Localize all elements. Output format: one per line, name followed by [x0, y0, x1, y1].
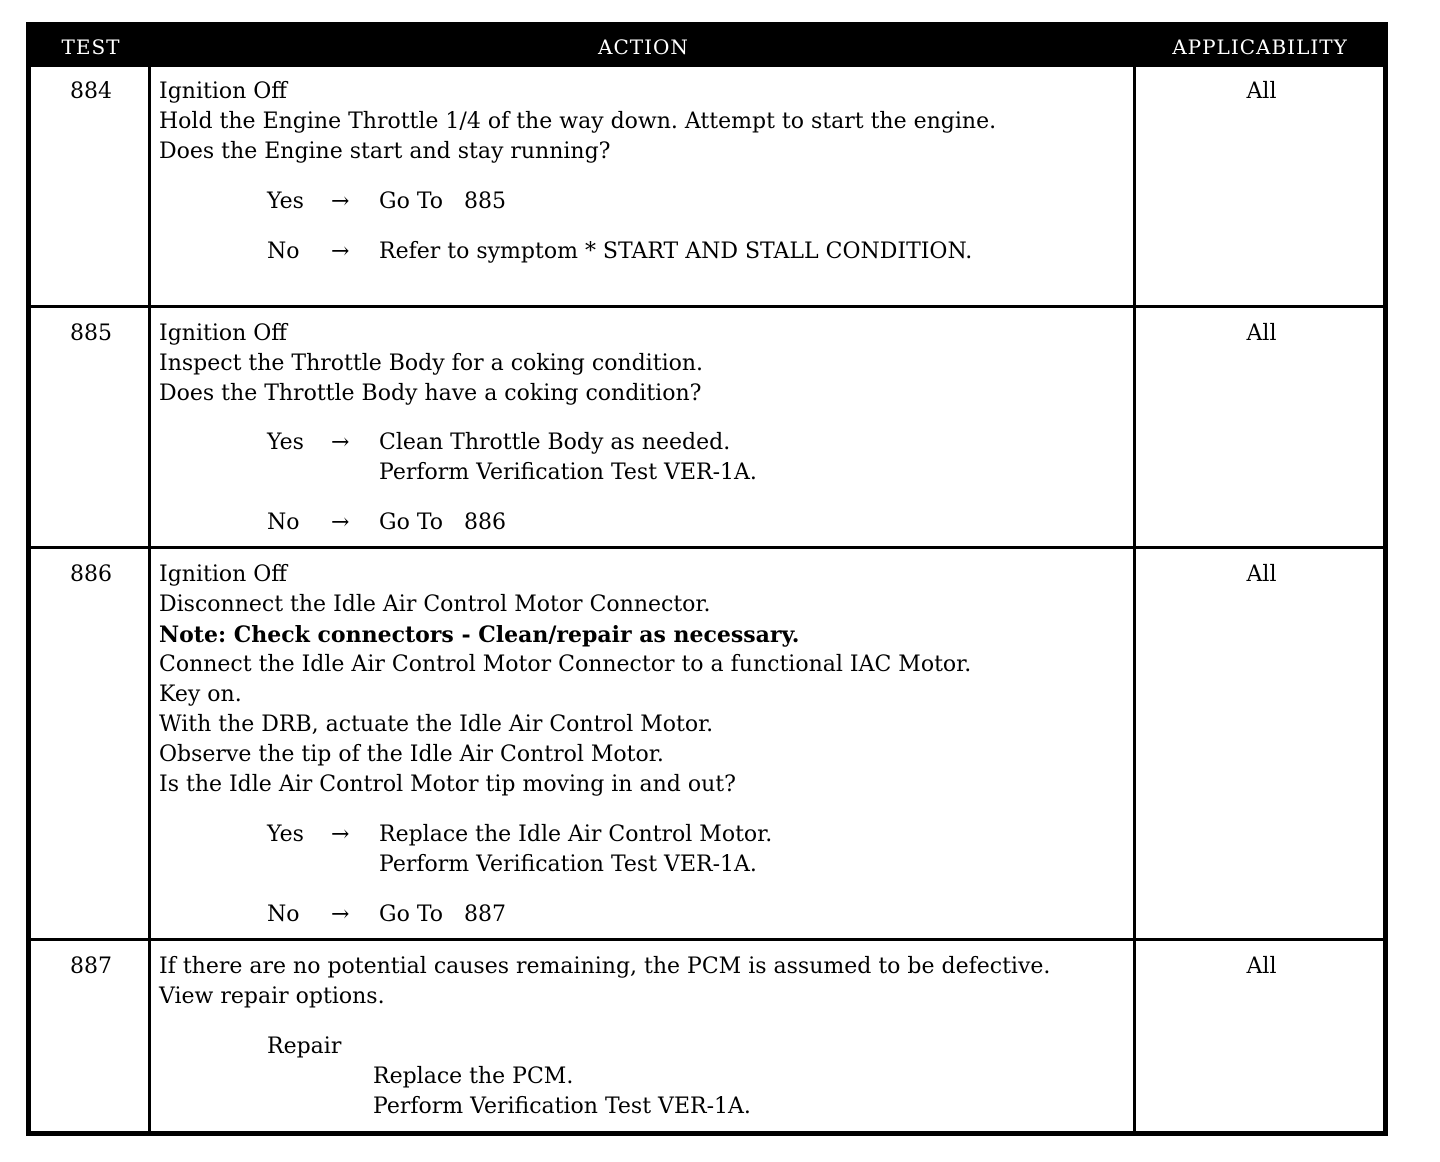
action-line: Is the Idle Air Control Motor tip moving in and out? — [159, 772, 736, 797]
applicability-885: All — [1246, 321, 1277, 346]
action-line: With the DRB, actuate the Idle Air Control Motor. — [159, 712, 714, 737]
action-line: Observe the tip of the Idle Air Control Motor. — [159, 742, 664, 767]
action-line: Connect the Idle Air Control Motor Connector to a functional IAC Motor. — [159, 652, 972, 677]
action-text-887 — [159, 952, 1050, 1012]
no-label: No — [267, 510, 300, 535]
no-result: Go To 887 — [379, 902, 506, 927]
yes-result — [379, 428, 757, 488]
applicability-886: All — [1246, 562, 1277, 587]
arrow-icon: → — [331, 822, 350, 847]
action-line: If there are no potential causes remaining, the PCM is assumed to be defective. — [159, 954, 1051, 979]
no-result: Refer to symptom * START AND STALL CONDITION. — [379, 239, 973, 264]
result-line: Perform Verification Test VER-1A. — [379, 852, 757, 877]
header-test: TEST — [61, 35, 121, 59]
action-line: Does the Throttle Body have a coking condition? — [159, 381, 702, 406]
yes-result: Go To 885 — [379, 189, 506, 214]
yes-label: Yes — [267, 430, 304, 455]
no-label: No — [267, 239, 300, 264]
no-result: Go To 886 — [379, 510, 506, 535]
result-line: Replace the Idle Air Control Motor. — [379, 822, 773, 847]
arrow-icon: → — [331, 430, 350, 455]
result-line: Clean Throttle Body as needed. — [379, 430, 731, 455]
arrow-icon: → — [331, 239, 350, 264]
action-line: Does the Engine start and stay running? — [159, 139, 611, 164]
action-text-886 — [159, 560, 971, 800]
arrow-icon: → — [331, 189, 350, 214]
test-number-886: 886 — [70, 562, 112, 587]
action-line: Key on. — [159, 682, 242, 707]
repair-steps — [373, 1062, 751, 1122]
column-divider-2 — [1133, 67, 1136, 1131]
applicability-887: All — [1246, 954, 1277, 979]
action-line: Hold the Engine Throttle 1/4 of the way down. Attempt to start the engine. — [159, 109, 997, 134]
arrow-icon: → — [331, 902, 350, 927]
applicability-884: All — [1246, 79, 1277, 104]
diagnostic-table — [26, 22, 1388, 1136]
row-divider-1 — [31, 305, 1383, 308]
header-applicability: APPLICABILITY — [1172, 35, 1348, 59]
row-divider-2 — [31, 546, 1383, 549]
action-text-884 — [159, 77, 996, 167]
action-line: Ignition Off — [159, 562, 287, 587]
yes-label: Yes — [267, 189, 304, 214]
test-number-887: 887 — [70, 954, 112, 979]
table-header — [31, 27, 1383, 67]
action-line: Ignition Off — [159, 79, 287, 104]
action-text-885 — [159, 319, 703, 409]
result-line: Perform Verification Test VER-1A. — [379, 460, 757, 485]
repair-line: Perform Verification Test VER-1A. — [373, 1094, 751, 1119]
note-line: Note: Check connectors - Clean/repair as necessary. — [159, 622, 800, 648]
test-number-884: 884 — [70, 79, 112, 104]
action-line: Disconnect the Idle Air Control Motor Connector. — [159, 592, 711, 617]
row-divider-3 — [31, 938, 1383, 941]
action-line: Inspect the Throttle Body for a coking condition. — [159, 351, 704, 376]
yes-label: Yes — [267, 822, 304, 847]
test-number-885: 885 — [70, 321, 112, 346]
yes-result — [379, 820, 772, 880]
arrow-icon: → — [331, 510, 350, 535]
repair-line: Replace the PCM. — [373, 1064, 574, 1089]
repair-label: Repair — [267, 1034, 342, 1059]
no-label: No — [267, 902, 300, 927]
action-line: Ignition Off — [159, 321, 287, 346]
action-line: View repair options. — [159, 984, 385, 1009]
header-action: ACTION — [598, 35, 689, 59]
